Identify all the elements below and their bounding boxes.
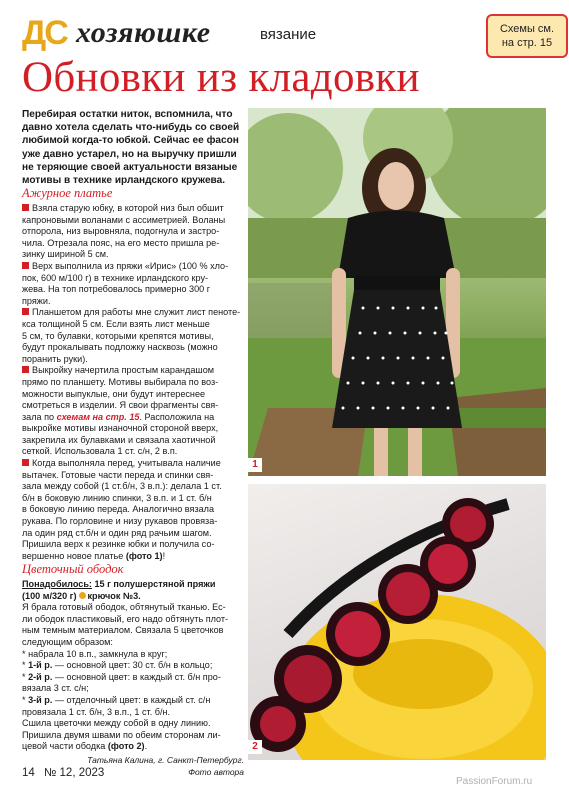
text-line: [22, 516, 244, 528]
text-segment: пряжи.: [22, 295, 51, 306]
article-title: Обновки из кладовки: [22, 54, 420, 101]
text-segment: поранить руки).: [22, 353, 88, 364]
text-segment: Планшетом для работы мне служит лист пеноте-: [32, 307, 241, 318]
section-headband-body: [22, 602, 244, 753]
text-line: [22, 683, 244, 695]
emphasis-text: 3-й р.: [28, 694, 53, 705]
page-footer: [22, 767, 104, 779]
text-line: [22, 342, 244, 354]
section-title-headband: Цветочный ободок: [22, 562, 124, 576]
text-segment: . Расположила на: [139, 411, 215, 422]
text-segment: сеткой. Использовала 1 ст. с/н, 2 в.п.: [22, 446, 178, 457]
text-line: [22, 365, 244, 377]
text-segment: чила. Отрезала пояс, на его место пришла ре-: [22, 237, 220, 248]
text-segment: рукава. По горловине и низу рукавов провяза-: [22, 516, 218, 527]
brand-logo-word: хозяюшке: [76, 16, 211, 49]
section-title-dress: Ажурное платье: [22, 186, 113, 200]
text-line: [22, 215, 244, 227]
text-line: [22, 307, 244, 319]
bullet-dot-icon: [79, 592, 86, 599]
bullet-square-icon: [22, 204, 29, 211]
text-segment: б/н в боковую линию спинки, 3 в.п. и 1 ст. б/н: [22, 492, 212, 503]
text-line: [22, 649, 244, 661]
text-segment: ным темным материалом. Связала 5 цветочков: [22, 625, 224, 636]
text-line: [22, 238, 244, 250]
text-segment: Верх выполнила из пряжи «Ирис» (100 % хло-: [32, 260, 229, 271]
text-segment: цевой части ободка: [22, 741, 108, 752]
text-segment: зала по: [22, 411, 57, 422]
photo-headband: [248, 484, 546, 760]
text-segment: закрепила их булавками и связала хаотичной: [22, 434, 216, 445]
intro-line: мотивы в технике ирландского кружева.: [22, 175, 226, 187]
text-segment: можности выпуклые, они будут интереснее: [22, 388, 206, 399]
text-line: [22, 446, 244, 458]
bullet-square-icon: [22, 459, 29, 466]
text-segment: отпорола, низ выровняла, подогнула и застро-: [22, 226, 220, 237]
text-segment: зинку шириной 5 см.: [22, 249, 109, 260]
brand-logo-ds: ДС: [22, 14, 67, 52]
text-segment: в боковую линию переда. Аналогично вязала: [22, 504, 215, 515]
schemes-line-1: Схемы см.: [499, 23, 555, 35]
text-line: [22, 637, 244, 649]
text-line: [22, 296, 244, 308]
text-line: [22, 695, 244, 707]
intro-line: уже давно устарел, но на выручку пришли: [22, 148, 237, 160]
text-line: [22, 539, 244, 551]
text-line: [22, 354, 244, 366]
photo-badge-1: 1: [248, 458, 262, 472]
text-segment: 5 см, то булавки, которыми крепятся мотивы,: [22, 330, 214, 341]
text-segment: .: [144, 741, 148, 752]
issue-number: № 12, 2023: [44, 767, 105, 779]
text-line: [22, 481, 244, 493]
emphasis-text: 1-й р.: [28, 660, 53, 671]
text-line: [22, 458, 244, 470]
section-dress: [22, 186, 244, 562]
text-segment: Пришила двумя швами по обеим сторонам ли-: [22, 729, 221, 740]
bullet-square-icon: [22, 262, 29, 269]
text-segment: капроновыми воланами с ассиметрией. Воланы: [22, 214, 226, 225]
text-segment: провязала 1 ст. б/н, 3 в.п., 1 ст. б/н.: [22, 706, 171, 717]
text-line: [22, 435, 244, 447]
text-line: [22, 602, 244, 614]
emphasis-text: 2-й р.: [28, 671, 53, 682]
section-dress-body: [22, 203, 244, 562]
text-segment: *: [22, 694, 29, 705]
scheme-reference: схемам на стр. 15: [56, 411, 140, 422]
text-line: [22, 284, 244, 296]
schemes-line-2: на стр. 15: [501, 37, 553, 49]
bullet-square-icon: [22, 366, 29, 373]
text-line: [22, 672, 244, 684]
text-line: [22, 470, 244, 482]
text-line: [22, 331, 244, 343]
site-watermark: PassionForum.ru: [456, 776, 533, 787]
magazine-header: [22, 14, 555, 54]
text-segment: Когда выполняла перед, учитывала наличие: [32, 458, 221, 469]
materials-line-2: [22, 591, 244, 603]
schemes-reference-box: [486, 14, 568, 58]
text-line: [22, 707, 244, 719]
emphasis-text: (фото 2): [107, 741, 145, 752]
dress-photo-illustration: [248, 108, 546, 476]
text-line: [22, 423, 244, 435]
text-line: [22, 273, 244, 285]
rubric-label: вязание: [260, 26, 317, 43]
text-segment: * набрала 10 в.п., замкнула в круг;: [22, 648, 168, 659]
photo-badge-2: 2: [248, 740, 262, 754]
text-segment: зала между собой (1 ст.б/н, 3 в.п.): делала 1 ст.: [22, 481, 222, 492]
text-segment: Я брала готовый ободок, обтянутый тканью. Ес-: [22, 602, 226, 613]
bullet-square-icon: [22, 308, 29, 315]
section-headband: [22, 562, 244, 778]
materials-line-1: [22, 579, 244, 591]
intro-line: не теряющие своей актуальности вязаные: [22, 161, 238, 173]
text-line: [22, 203, 244, 215]
text-segment: жева. На топ потребовалось примерно 300 г: [22, 284, 211, 295]
text-line: [22, 625, 244, 637]
text-line: [22, 389, 244, 401]
materials-yarn: 15 г полушерстяной пряжи: [91, 579, 216, 589]
text-line: [22, 400, 244, 412]
text-segment: — основной цвет: 30 ст. б/н в кольцо;: [52, 660, 213, 671]
text-segment: Выкройку начертила простым карандашом: [32, 365, 215, 376]
text-segment: ла один ряд ст.б/н и один ряд рачьим шагом.: [22, 527, 212, 538]
text-line: [22, 226, 244, 238]
text-segment: Сшила цветочки между собой в одну линию.: [22, 718, 211, 729]
text-line: [22, 741, 244, 753]
text-line: [22, 718, 244, 730]
intro-line: любимой когда-то юбкой. Сейчас ее фасон: [22, 135, 239, 147]
article-intro: [22, 108, 244, 187]
materials-yarn-spec: (100 м/320 г): [22, 590, 77, 601]
text-line: [22, 261, 244, 273]
text-line: [22, 377, 244, 389]
text-segment: *: [22, 660, 29, 671]
emphasis-text: (фото 1): [125, 550, 163, 561]
text-segment: следующим образом:: [22, 636, 113, 647]
text-segment: !: [162, 550, 166, 561]
text-segment: вершенно новое платье: [22, 550, 126, 561]
text-segment: прямо по планшету. Мотивы выбирала по воз-: [22, 376, 219, 387]
text-segment: кса толщиной 5 см. Если взять лист меньше: [22, 318, 210, 329]
text-segment: Взяла старую юбку, в которой низ был обшит: [32, 203, 224, 213]
text-segment: — основной цвет: в каждый ст. б/н про-: [52, 671, 221, 682]
text-line: [22, 551, 244, 563]
author-credit: Татьяна Калина, г. Санкт-Петербург.: [87, 754, 244, 765]
text-segment: выкройке мотивы изнаночной стороной вверх,: [22, 423, 219, 434]
text-line: [22, 319, 244, 331]
page-number: 14: [22, 767, 35, 779]
text-line: [22, 412, 244, 424]
text-segment: Пришила верх к резинке юбки и получила со-: [22, 539, 215, 550]
text-line: [22, 730, 244, 742]
text-segment: ли ободок пластиковый, его надо обтянуть плот-: [22, 613, 229, 624]
text-segment: вязала 3 ст. с/н;: [22, 683, 89, 694]
text-line: [22, 614, 244, 626]
text-segment: *: [22, 671, 29, 682]
text-line: [22, 493, 244, 505]
text-line: [22, 528, 244, 540]
text-segment: будут прокалывать подложку насквозь (можно: [22, 342, 218, 353]
text-line: [22, 249, 244, 261]
text-segment: — отделочный цвет: в каждый ст. с/н: [52, 694, 211, 705]
text-segment: смотреться в изделии. Я свои фрагменты свя-: [22, 400, 219, 411]
intro-line: Перебирая остатки ниток, вспомнила, что: [22, 109, 233, 120]
materials-label: Понадобилось:: [22, 579, 92, 589]
text-line: [22, 660, 244, 672]
photo-dress: [248, 108, 546, 476]
intro-line: давно хотела сделать что-нибудь со своей: [22, 122, 240, 134]
text-segment: пок, 600 м/100 г) в технике ирландского кру-: [22, 272, 209, 283]
text-segment: вытачек. Готовые части переда и спинки свя-: [22, 469, 214, 480]
materials-hook: крючок №3.: [87, 590, 141, 601]
photo-credit: Фото автора: [188, 766, 244, 777]
text-line: [22, 504, 244, 516]
headband-photo-illustration: [248, 484, 546, 760]
